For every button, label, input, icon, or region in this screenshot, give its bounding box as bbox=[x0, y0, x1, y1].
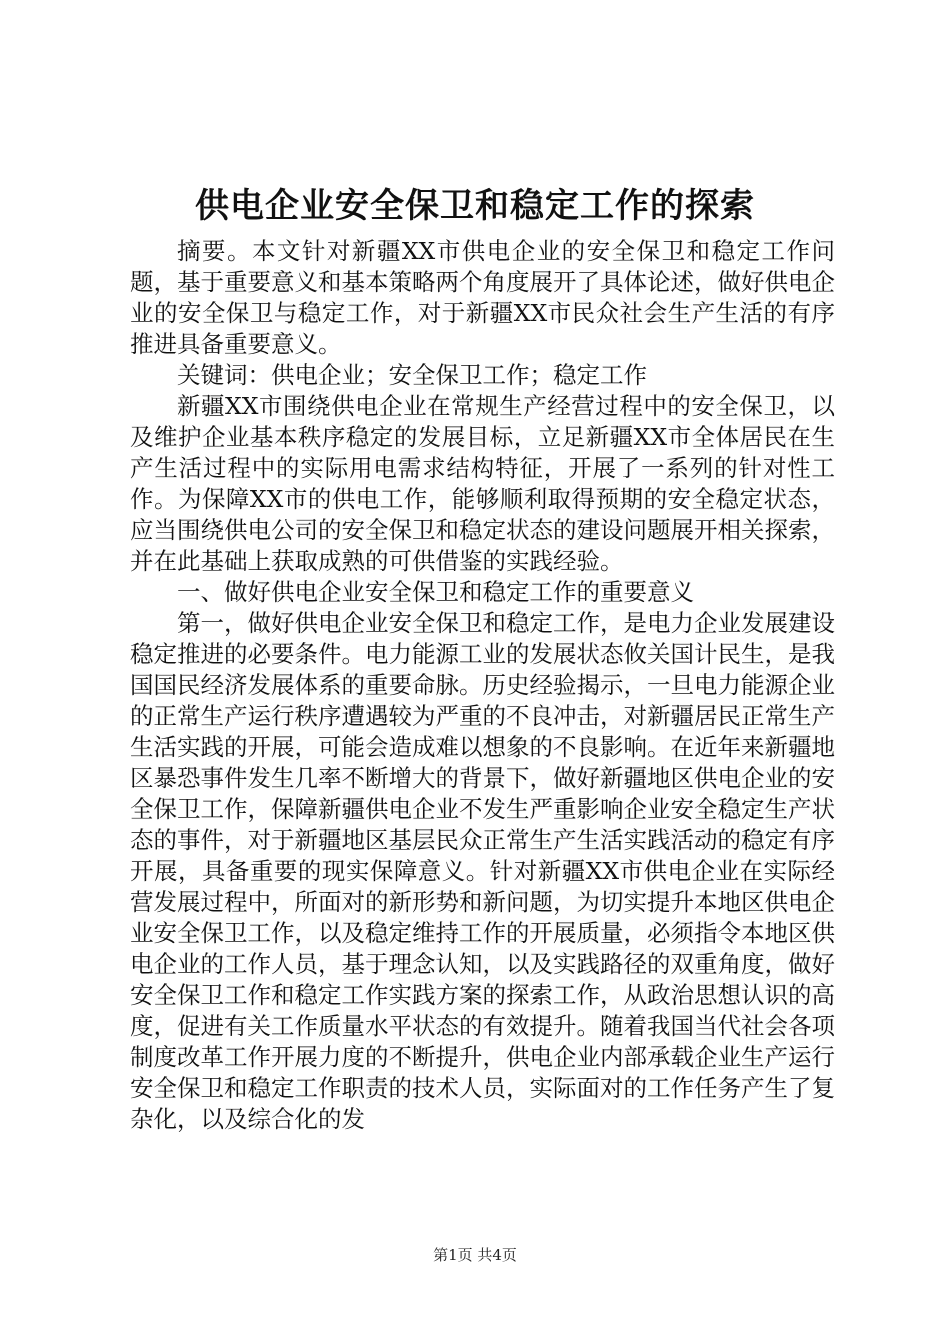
page-footer: 第1页 共4页 bbox=[433, 1246, 517, 1264]
intro-paragraph: 新疆XX市围绕供电企业在常规生产经营过程中的安全保卫，以及维护企业基本秩序稳定的发展目标，立足新疆XX市全体居民在生产生活过程中的实际用电需求结构特征，开展了一系列的针对性工作。为保障XX市的供电工作，能够顺利取得预期的安全稳定状态，应当围绕供电公司的安全保卫和稳定状态的建设问题展开相关探索，并在此基础上获取成熟的可供借鉴的实践经验。 bbox=[130, 392, 835, 575]
document-title: 供电企业安全保卫和稳定工作的探索 bbox=[195, 186, 755, 226]
document-body bbox=[130, 236, 835, 1135]
abstract-paragraph: 摘要。本文针对新疆XX市供电企业的安全保卫和稳定工作问题，基于重要意义和基本策略两个角度展开了具体论述，做好供电企业的安全保卫与稳定工作，对于新疆XX市民众社会生产生活的有序推进具备重要意义。 bbox=[130, 237, 835, 358]
section-heading: 一、做好供电企业安全保卫和稳定工作的重要意义 bbox=[177, 578, 694, 606]
keywords-paragraph: 关键词：供电企业；安全保卫工作；稳定工作 bbox=[177, 361, 647, 389]
body-paragraph: 第一，做好供电企业安全保卫和稳定工作，是电力企业发展建设稳定推进的必要条件。电力能源工业的发展状态攸关国计民生，是我国国民经济发展体系的重要命脉。历史经验揭示，一旦电力能源企业的正常生产运行秩序遭遇较为严重的不良冲击，对新疆居民正常生产生活实践的开展，可能会造成难以想象的不良影响。在近年来新疆地区暴恐事件发生几率不断增大的背景下，做好新疆地区供电企业的安全保卫工作，保障新疆供电企业不发生严重影响企业安全稳定生产状态的事件，对于新疆地区基层民众正常生产生活实践活动的稳定有序开展，具备重要的现实保障意义。针对新疆XX市供电企业在实际经营发展过程中，所面对的新形势和新问题，为切实提升本地区供电企业安全保卫工作，以及稳定维持工作的开展质量，必须指令本地区供电企业的工作人员，基于理念认知，以及实践路径的双重角度，做好安全保卫工作和稳定工作实践方案的探索工作，从政治思想认识的高度，促进有关工作质量水平状态的有效提升。随着我国当代社会各项制度改革工作开展力度的不断提升，供电企业内部承载企业生产运行安全保卫和稳定工作职责的技术人员，实际面对的工作任务产生了复杂化，以及综合化的发 bbox=[130, 609, 835, 1133]
